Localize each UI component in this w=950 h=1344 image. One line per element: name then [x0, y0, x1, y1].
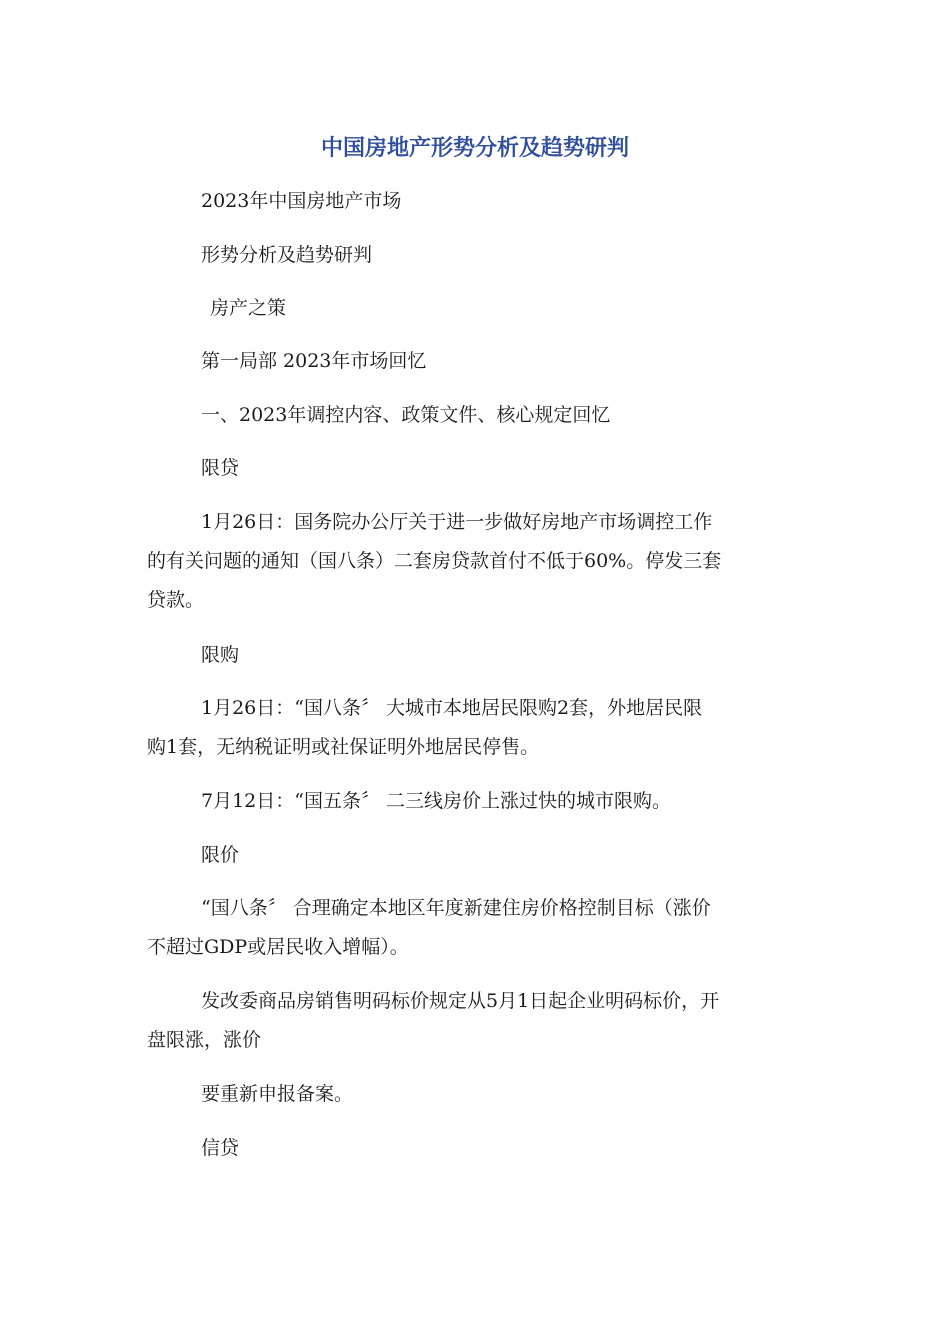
topic-heading-purchase-limit: 限购	[201, 644, 240, 666]
subtitle-line-2: 形势分析及趋势研判	[201, 244, 373, 266]
paragraph-line: 发改委商品房销售明码标价规定从5月1日起企业明码标价，开	[201, 990, 720, 1012]
paragraph-line: 要重新申报备案。	[201, 1083, 354, 1105]
topic-heading-credit: 信贷	[201, 1137, 240, 1159]
subtitle-line-1: 2023年中国房地产市场	[201, 190, 402, 212]
paragraph-line: 1月26日：国务院办公厅关于进一步做好房地产市场调控工作	[201, 511, 713, 533]
paragraph-line: 7月12日：“国五条〞 二三线房价上涨过快的城市限购。	[201, 790, 672, 812]
paragraph-line: 盘限涨，涨价	[147, 1029, 262, 1051]
paragraph-line: 贷款。	[147, 589, 205, 611]
paragraph-line: 不超过GDP或居民收入增幅）。	[147, 936, 409, 958]
paragraph-line: 1月26日：“国八条〞 大城市本地居民限购2套，外地居民限	[201, 697, 703, 719]
topic-heading-loan-limit: 限贷	[201, 457, 240, 479]
document-title: 中国房地产形势分析及趋势研判	[320, 136, 629, 161]
paragraph-line: “国八条〞 合理确定本地区年度新建住房价格控制目标（涨价	[201, 897, 711, 919]
section-heading: 第一局部 2023年市场回忆	[201, 350, 427, 372]
topic-heading-price-limit: 限价	[201, 844, 240, 866]
paragraph-line: 的有关问题的通知（国八条）二套房贷款首付不低于60%。停发三套	[147, 550, 722, 572]
author-line: 房产之策	[210, 297, 287, 319]
subsection-heading: 一、2023年调控内容、政策文件、核心规定回忆	[201, 404, 611, 426]
paragraph-line: 购1套，无纳税证明或社保证明外地居民停售。	[147, 736, 540, 758]
